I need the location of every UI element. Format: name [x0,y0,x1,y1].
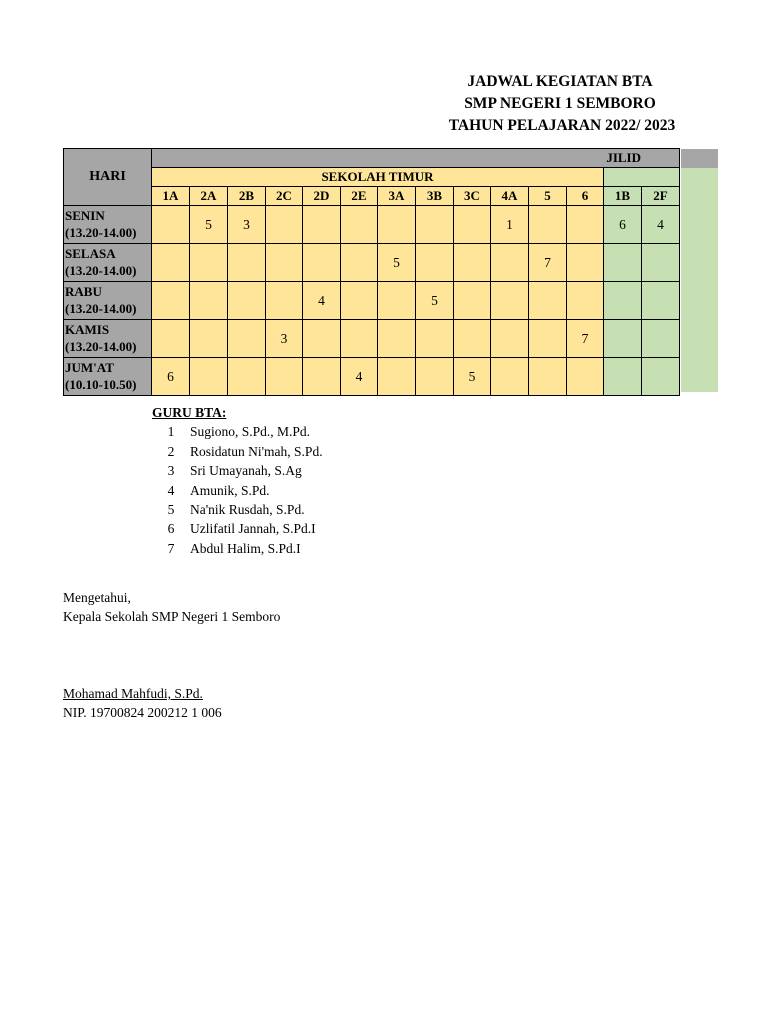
title-line-3: TAHUN PELAJARAN 2022/ 2023 [448,117,676,134]
guru-number: 6 [167,521,175,537]
class-header: 1A [152,187,190,206]
table-row [64,206,680,244]
schedule-cell [416,358,454,396]
list-item [152,500,323,519]
schedule-cell [567,282,604,320]
schedule-cell [266,282,303,320]
class-header: 6 [567,187,604,206]
schedule-cell [491,320,529,358]
schedule-cell [152,206,190,244]
class-header: 2B [228,187,266,206]
schedule-table [63,148,680,396]
schedule-cell [604,282,642,320]
day-name: SENIN [65,208,105,223]
schedule-cell [378,206,416,244]
table-row [64,320,680,358]
signer-nip: NIP. 19700824 200212 1 006 [63,705,222,721]
schedule-cell [228,282,266,320]
table-row [64,358,680,396]
schedule-cell [303,206,341,244]
schedule-cell [454,244,491,282]
day-cell [64,206,152,244]
guru-number: 3 [167,463,175,479]
day-time: (13.20-14.00) [65,225,137,240]
schedule-cell [416,244,454,282]
schedule-cell: 7 [567,320,604,358]
class-header: 2E [341,187,378,206]
guru-number: 7 [167,540,175,556]
class-header: 2A [190,187,228,206]
schedule-cell: 3 [266,320,303,358]
schedule-cell [642,282,680,320]
schedule-cell [567,206,604,244]
guru-name: Rosidatun Ni'mah, S.Pd. [190,443,323,459]
schedule-cell: 6 [604,206,642,244]
title-line-2: SMP NEGERI 1 SEMBORO [464,95,656,112]
schedule-cell [454,282,491,320]
guru-name: Na'nik Rusdah, S.Pd. [190,502,305,518]
schedule-cell [266,244,303,282]
schedule-cell: 5 [416,282,454,320]
day-name: SELASA [65,246,116,261]
schedule-cell [416,320,454,358]
schedule-cell [190,282,228,320]
schedule-cell [152,282,190,320]
schedule-cell [567,244,604,282]
list-item [152,519,323,538]
guru-name: Uzlifatil Jannah, S.Pd.I [190,521,316,537]
schedule-cell [604,320,642,358]
class-header: 3C [454,187,491,206]
schedule-cell [266,358,303,396]
schedule-cell [642,320,680,358]
day-cell [64,244,152,282]
page-clip [681,60,768,150]
schedule-cell [567,358,604,396]
schedule-cell: 1 [491,206,529,244]
schedule-cell [378,282,416,320]
schedule-cell [190,244,228,282]
guru-name: Sugiono, S.Pd., M.Pd. [190,424,311,440]
class-header: 3A [378,187,416,206]
schedule-cell [604,244,642,282]
day-cell [64,320,152,358]
class-header: 2D [303,187,341,206]
acknowledgement-line-1: Mengetahui, [63,590,131,605]
hari-header: HARI [64,149,152,206]
schedule-cell [152,320,190,358]
schedule-cell: 4 [341,358,378,396]
schedule-cell [228,320,266,358]
schedule-cell [378,358,416,396]
day-time: (13.20-14.00) [65,301,137,316]
day-time: (13.20-14.00) [65,339,137,354]
schedule-cell [604,358,642,396]
schedule-cell [491,358,529,396]
day-cell [64,358,152,396]
schedule-cell [529,282,567,320]
list-item [152,461,323,480]
schedule-cell [491,282,529,320]
schedule-cell: 4 [303,282,341,320]
jilid-group-header [604,168,680,187]
schedule-cell [642,244,680,282]
class-header: 2F [642,187,680,206]
day-name: RABU [65,284,102,299]
schedule-cell [642,358,680,396]
schedule-cell: 6 [152,358,190,396]
schedule-cell: 5 [190,206,228,244]
day-name: JUM'AT [65,360,114,375]
class-header: 3B [416,187,454,206]
schedule-cell [529,358,567,396]
schedule-cell [341,320,378,358]
table-row [64,244,680,282]
guru-list [152,403,323,558]
schedule-cell: 4 [642,206,680,244]
schedule-cell [303,320,341,358]
schedule-cell: 5 [454,358,491,396]
table-row [64,282,680,320]
list-item [152,481,323,500]
day-time: (13.20-14.00) [65,263,137,278]
sekolah-timur-header: SEKOLAH TIMUR [152,168,604,187]
title-line-1: JADWAL KEGIATAN BTA [467,73,653,90]
schedule-cell [190,358,228,396]
class-header: 2C [266,187,303,206]
schedule-cell [228,244,266,282]
schedule-cell [529,206,567,244]
schedule-cell [266,206,303,244]
schedule-cell [303,358,341,396]
jilid-header-overflow [681,149,718,168]
signer-name: Mohamad Mahfudi, S.Pd. [63,686,203,701]
acknowledgement [63,588,280,627]
guru-name: Abdul Halim, S.Pd.I [190,540,301,556]
list-item [152,422,323,441]
schedule-cell [529,320,567,358]
guru-number: 5 [167,502,175,518]
schedule-cell [341,206,378,244]
schedule-cell [378,320,416,358]
schedule-cell: 5 [378,244,416,282]
guru-title: GURU BTA: [152,405,227,420]
signature-block [63,684,222,723]
jilid-header: JILID [152,149,680,168]
schedule-cell [416,206,454,244]
class-header: 4A [491,187,529,206]
schedule-cell [341,244,378,282]
schedule-cell [190,320,228,358]
day-cell [64,282,152,320]
guru-number: 4 [167,482,175,498]
guru-name: Sri Umayanah, S.Ag [190,463,302,479]
jilid-column-overflow [681,168,718,392]
guru-name: Amunik, S.Pd. [190,482,270,498]
schedule-cell [341,282,378,320]
day-name: KAMIS [65,322,110,337]
schedule-cell [152,244,190,282]
guru-number: 1 [167,424,175,440]
day-time: (10.10-10.50) [65,377,137,392]
schedule-cell [454,320,491,358]
schedule-cell [228,358,266,396]
schedule-cell: 7 [529,244,567,282]
schedule-cell [303,244,341,282]
schedule-cell [491,244,529,282]
class-header: 1B [604,187,642,206]
list-item [152,539,323,558]
class-header: 5 [529,187,567,206]
acknowledgement-line-2: Kepala Sekolah SMP Negeri 1 Semboro [63,609,281,625]
schedule-cell: 3 [228,206,266,244]
list-item [152,442,323,461]
schedule-cell [454,206,491,244]
guru-number: 2 [167,443,175,459]
